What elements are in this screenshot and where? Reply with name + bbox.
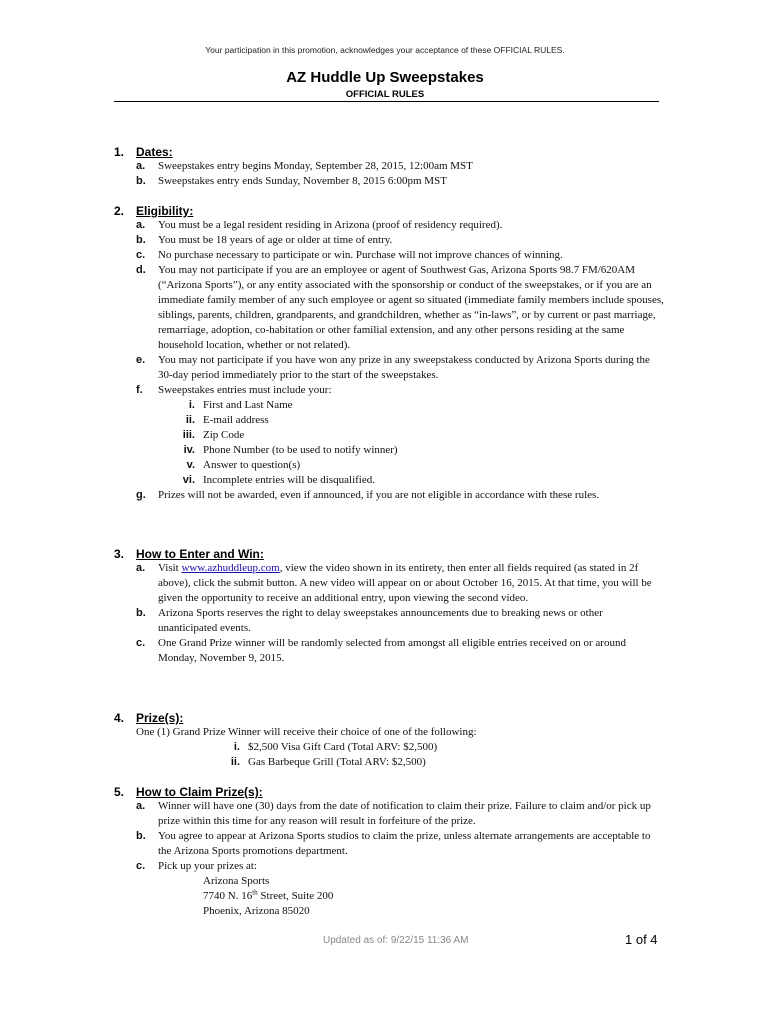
section-dates: [114, 145, 664, 189]
item-marker: b.: [136, 175, 146, 187]
item-text: Winner will have one (30) days from the date of notification to claim their prize. Failure to claim and/or pick up prize within this time for any reason will result in forfeiture of the prize.: [158, 800, 651, 827]
item-text: You must be 18 years of age or older at time of entry.: [158, 234, 393, 246]
section-heading: [114, 785, 664, 799]
pickup-address: [114, 874, 664, 919]
item-text: Pick up your prizes at:: [158, 860, 257, 872]
list-item: [114, 636, 664, 666]
sub-list-item: [114, 398, 664, 413]
section-eligibility: [114, 204, 664, 503]
item-text: , view the video shown in its entirety, then enter all fields required (as stated in 2f above), click the submit button. A new video will appear on or about October 16, 2015. At that time, you will be given the opportunity to receive an additional entry, upon viewing the second video.: [158, 562, 652, 604]
section-heading: [114, 547, 664, 561]
item-marker: i.: [233, 741, 240, 753]
section-claim-prizes: [114, 785, 664, 919]
list-item: [114, 829, 664, 859]
address-line-3: Phoenix, Arizona 85020: [203, 905, 310, 917]
item-text: Zip Code: [203, 429, 245, 441]
section-number: 2.: [114, 204, 125, 218]
item-marker: ii.: [185, 414, 195, 426]
document-title: AZ Huddle Up Sweepstakes: [286, 69, 484, 86]
section-heading: [114, 204, 664, 218]
page-number: 1 of 4: [625, 932, 658, 947]
item-marker: e.: [136, 354, 146, 366]
item-marker: d.: [136, 264, 146, 276]
item-text: Sweepstakes entries must include your:: [158, 384, 332, 396]
list-item: [114, 606, 664, 636]
list-item: [114, 263, 664, 353]
item-text: First and Last Name: [203, 399, 293, 411]
item-marker: a.: [136, 800, 146, 812]
list-item: [114, 174, 664, 189]
item-text: You must be a legal resident residing in Arizona (proof of residency required).: [158, 219, 503, 231]
sub-list-item: [114, 413, 664, 428]
item-text: E-mail address: [203, 414, 269, 426]
list-item: [114, 248, 664, 263]
item-marker: g.: [136, 489, 146, 501]
sub-list-item: [114, 755, 664, 770]
section-number: 3.: [114, 547, 125, 561]
item-text: Prizes will not be awarded, even if announced, if you are not eligible in accordance with these rules.: [158, 489, 600, 501]
item-marker: a.: [136, 562, 146, 574]
item-marker: c.: [136, 637, 146, 649]
section-title: How to Claim Prize(s):: [136, 785, 263, 799]
item-marker: b.: [136, 234, 146, 246]
list-item: [114, 233, 664, 248]
item-text: Phone Number (to be used to notify winner): [203, 444, 398, 456]
list-item: [114, 799, 664, 829]
item-text-prefix: Visit: [158, 562, 182, 574]
item-text: Sweepstakes entry ends Sunday, November 8, 2015 6:00pm MST: [158, 175, 447, 187]
item-marker: iii.: [182, 429, 195, 441]
sub-list-item: [114, 740, 664, 755]
section-title: Prize(s):: [136, 711, 184, 725]
website-link[interactable]: www.azhuddleup.com: [181, 562, 280, 574]
item-text: You may not participate if you have won any prize in any sweepstakess conducted by Arizona Sports during the 30-day period immediately prior to the start of the sweepstakes.: [158, 354, 650, 381]
item-text: Incomplete entries will be disqualified.: [203, 474, 375, 486]
list-item: [114, 383, 664, 398]
updated-timestamp: Updated as of: 9/22/15 11:36 AM: [323, 935, 469, 946]
item-marker: v.: [186, 459, 195, 471]
sub-list-item: [114, 458, 664, 473]
list-item: [114, 488, 664, 503]
item-marker: a.: [136, 219, 146, 231]
list-item: [114, 353, 664, 383]
item-text: Gas Barbeque Grill (Total ARV: $2,500): [248, 756, 426, 768]
item-text: No purchase necessary to participate or win. Purchase will not improve chances of winning.: [158, 249, 563, 261]
item-marker: i.: [188, 399, 195, 411]
item-marker: b.: [136, 830, 146, 842]
item-marker: ii.: [230, 756, 240, 768]
section-heading: [114, 711, 664, 725]
participation-notice: Your participation in this promotion, acknowledges your acceptance of these OFFICIAL RULES.: [205, 45, 565, 55]
list-item: [114, 561, 664, 606]
item-marker: b.: [136, 607, 146, 619]
section-heading: [114, 145, 664, 159]
item-text: One Grand Prize winner will be randomly selected from amongst all eligible entries received on or around Monday, November 9, 2015.: [158, 637, 626, 664]
item-text: $2,500 Visa Gift Card (Total ARV: $2,500): [248, 741, 438, 753]
item-marker: f.: [136, 384, 143, 396]
section-number: 4.: [114, 711, 125, 725]
item-marker: vi.: [182, 474, 195, 486]
item-text: You may not participate if you are an employee or agent of Southwest Gas, Arizona Sports 98.7 FM/620AM (“Arizona Sports”), or any entity associated with the sponsorship or conduct of the sweepstakes, or if you are an immediate family member of any such employee or agent so situated (immediate family members include spouses, siblings, parents, children, grandparents, and grandchildren, whether as “in-laws”, or by current or past marriage, remarriage, adoption, co-habitation or other familial extension, and any other persons residing at the same household location, whether or not related).: [158, 264, 664, 351]
section-title: Eligibility:: [136, 204, 194, 218]
address-line-2: 7740 N. 16th Street, Suite 200: [203, 888, 334, 902]
item-text: Sweepstakes entry begins Monday, September 28, 2015, 12:00am MST: [158, 160, 473, 172]
item-marker: iv.: [183, 444, 195, 456]
item-text: Answer to question(s): [203, 459, 301, 471]
item-marker: a.: [136, 160, 146, 172]
section-title: How to Enter and Win:: [136, 547, 264, 561]
header-divider: [114, 101, 659, 102]
list-item: [114, 159, 664, 174]
list-item: [114, 859, 664, 874]
item-marker: c.: [136, 860, 146, 872]
address-line-1: Arizona Sports: [203, 875, 270, 887]
sub-list-item: [114, 473, 664, 488]
sub-list-item: [114, 443, 664, 458]
section-number: 5.: [114, 785, 125, 799]
item-text: Arizona Sports reserves the right to delay sweepstakes announcements due to breaking news or other unanticipated events.: [158, 607, 603, 634]
list-item: [114, 218, 664, 233]
section-how-to-enter: [114, 547, 664, 666]
section-title: Dates:: [136, 145, 173, 159]
document-subtitle: OFFICIAL RULES: [345, 89, 425, 100]
section-number: 1.: [114, 145, 125, 159]
item-text: You agree to appear at Arizona Sports studios to claim the prize, unless alternate arrangements are acceptable to the Arizona Sports promotions department.: [158, 830, 651, 857]
sub-list-item: [114, 428, 664, 443]
item-marker: c.: [136, 249, 146, 261]
prize-intro: One (1) Grand Prize Winner will receive their choice of one of the following:: [136, 726, 477, 738]
section-prizes: [114, 711, 664, 770]
